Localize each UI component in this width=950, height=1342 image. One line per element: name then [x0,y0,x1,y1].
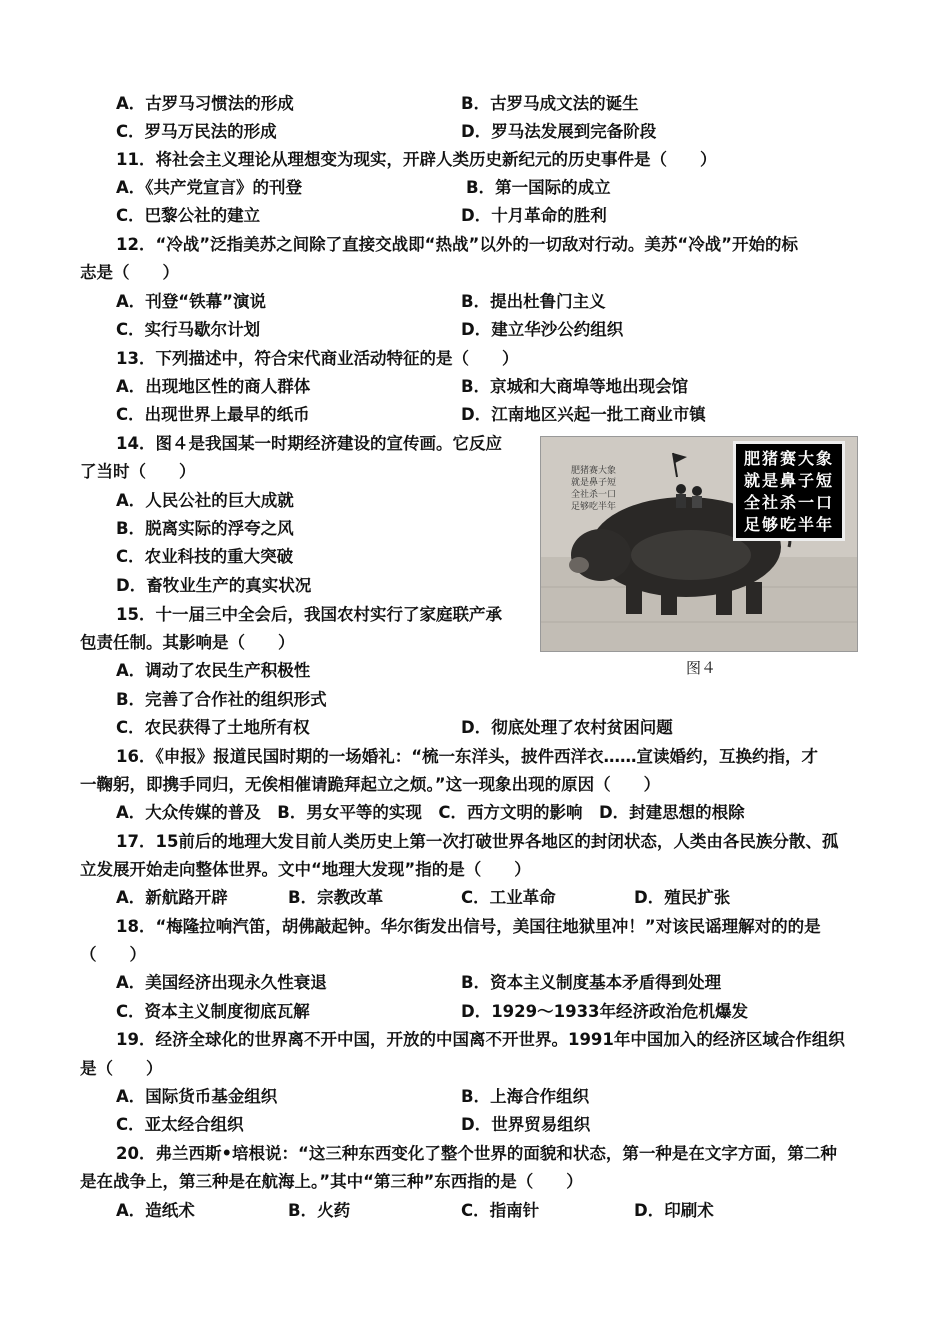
question-text: 是（ ） [80,1059,163,1078]
svg-text:全社杀一口: 全社杀一口 [571,490,617,500]
question-text: 立发展开始走向整体世界。文中“地理大发现”指的是（ ） [80,860,531,879]
answer-option: D．畜牧业生产的真实状况 [116,576,312,595]
answer-option: D．十月革命的胜利 [461,206,607,225]
answer-option: C．指南针 [461,1201,540,1220]
question-text: 13．下列描述中，符合宋代商业活动特征的是（ ） [116,349,519,368]
answer-option: A．新航路开辟 [116,888,228,907]
answer-option: B．提出杜鲁门主义 [461,292,606,311]
question-text: 16．《申报》报道民国时期的一场婚礼：“梳一东洋头，披件西洋衣……宣读婚约，互换约指，才 [116,747,819,766]
poster-line: 全社杀一口 [743,493,834,512]
answer-option: D．1929～1933年经济政治危机爆发 [461,1002,749,1021]
question-text: 包责任制。其影响是（ ） [80,633,295,652]
answer-option: A．大众传媒的普及 B．男女平等的实现 C．西方文明的影响 D．封建思想的根除 [116,803,745,822]
answer-option: C．亚太经合组织 [116,1115,244,1134]
question-text: 20．弗兰西斯•培根说：“这三种东西变化了整个世界的面貌和状态，第一种是在文字方面，第二种 [116,1144,837,1163]
answer-option: D．建立华沙公约组织 [461,320,624,339]
question-text: 15．十一届三中全会后，我国农村实行了家庭联产承 [116,605,502,624]
answer-option: B．古罗马成文法的诞生 [461,94,639,113]
question-text: 11．将社会主义理论从理想变为现实，开辟人类历史新纪元的历史事件是（ ） [116,150,717,169]
answer-option: B．第一国际的成立 [466,178,611,197]
answer-option: A．刊登“铁幕”演说 [116,292,266,311]
question-text: 志是（ ） [80,263,179,282]
propaganda-figure [540,436,858,652]
poster-line: 就是鼻子短 [743,471,834,490]
answer-option: B．完善了合作社的组织形式 [116,690,327,709]
svg-text:足够吃半年: 足够吃半年 [571,502,617,512]
answer-option: A．调动了农民生产积极性 [116,661,311,680]
answer-option: C．出现世界上最早的纸币 [116,405,310,424]
answer-option: D．印刷术 [634,1201,714,1220]
answer-option: C．实行马歇尔计划 [116,320,261,339]
answer-option: C．工业革命 [461,888,556,907]
question-text: 了当时（ ） [80,462,196,481]
answer-option: B．火药 [288,1201,351,1220]
answer-option: A．国际货币基金组织 [116,1087,278,1106]
question-text: 14．图４是我国某一时期经济建设的宣传画。它反应 [116,434,502,453]
poster-line: 肥猪赛大象 [743,449,834,468]
answer-option: D．罗马法发展到完备阶段 [461,122,657,141]
answer-option: D．世界贸易组织 [461,1115,591,1134]
svg-text:就是鼻子短: 就是鼻子短 [571,478,617,488]
answer-option: B．资本主义制度基本矛盾得到处理 [461,973,722,992]
answer-option: A．出现地区性的商人群体 [116,377,311,396]
question-text: 12．“冷战”泛指美苏之间除了直接交战即“热战”以外的一切敌对行动。美苏“冷战”开始的标 [116,235,799,254]
question-text: （ ） [80,945,146,964]
answer-option: A．古罗马习惯法的形成 [116,94,294,113]
answer-option: C．罗马万民法的形成 [116,122,277,141]
answer-option: D．江南地区兴起一批工商业市镇 [461,405,706,424]
svg-text:肥猪赛大象: 肥猪赛大象 [571,466,617,476]
answer-option: B．京城和大商埠等地出现会馆 [461,377,689,396]
answer-option: C．农民获得了土地所有权 [116,718,310,737]
poster-text-box [733,441,845,541]
answer-option: B．脱离实际的浮夸之风 [116,519,294,538]
answer-option: C．巴黎公社的建立 [116,206,261,225]
answer-option: A．美国经济出现永久性衰退 [116,973,327,992]
question-text: 19．经济全球化的世界离不开中国，开放的中国离不开世界。1991年中国加入的经济区域合作组织 [116,1030,845,1049]
answer-option: D．彻底处理了农村贫困问题 [461,718,673,737]
answer-option: C．农业科技的重大突破 [116,547,294,566]
answer-option: B．上海合作组织 [461,1087,590,1106]
answer-option: B．宗教改革 [288,888,384,907]
figure-caption: 图４ [686,659,717,677]
question-text: 一鞠躬，即携手同归，无俟相催请跪拜起立之烦。”这一现象出现的原因（ ） [80,775,661,794]
answer-option: A．人民公社的巨大成就 [116,491,294,510]
answer-option: D．殖民扩张 [634,888,731,907]
answer-option: C．资本主义制度彻底瓦解 [116,1002,310,1021]
question-text: 17．15前后的地理大发目前人类历史上第一次打破世界各地区的封闭状态，人类由各民族分散、孤 [116,832,839,851]
question-text: 18．“梅隆拉响汽笛，胡佛敲起钟。华尔街发出信号，美国往地狱里冲！”对该民谣理解对的的是 [116,917,821,936]
question-text: 是在战争上，第三种是在航海上。”其中“第三种”东西指的是（ ） [80,1172,583,1191]
poster-line: 足够吃半年 [743,515,834,534]
answer-option: A．《共产党宣言》的刊登 [116,178,303,197]
answer-option: A．造纸术 [116,1201,195,1220]
